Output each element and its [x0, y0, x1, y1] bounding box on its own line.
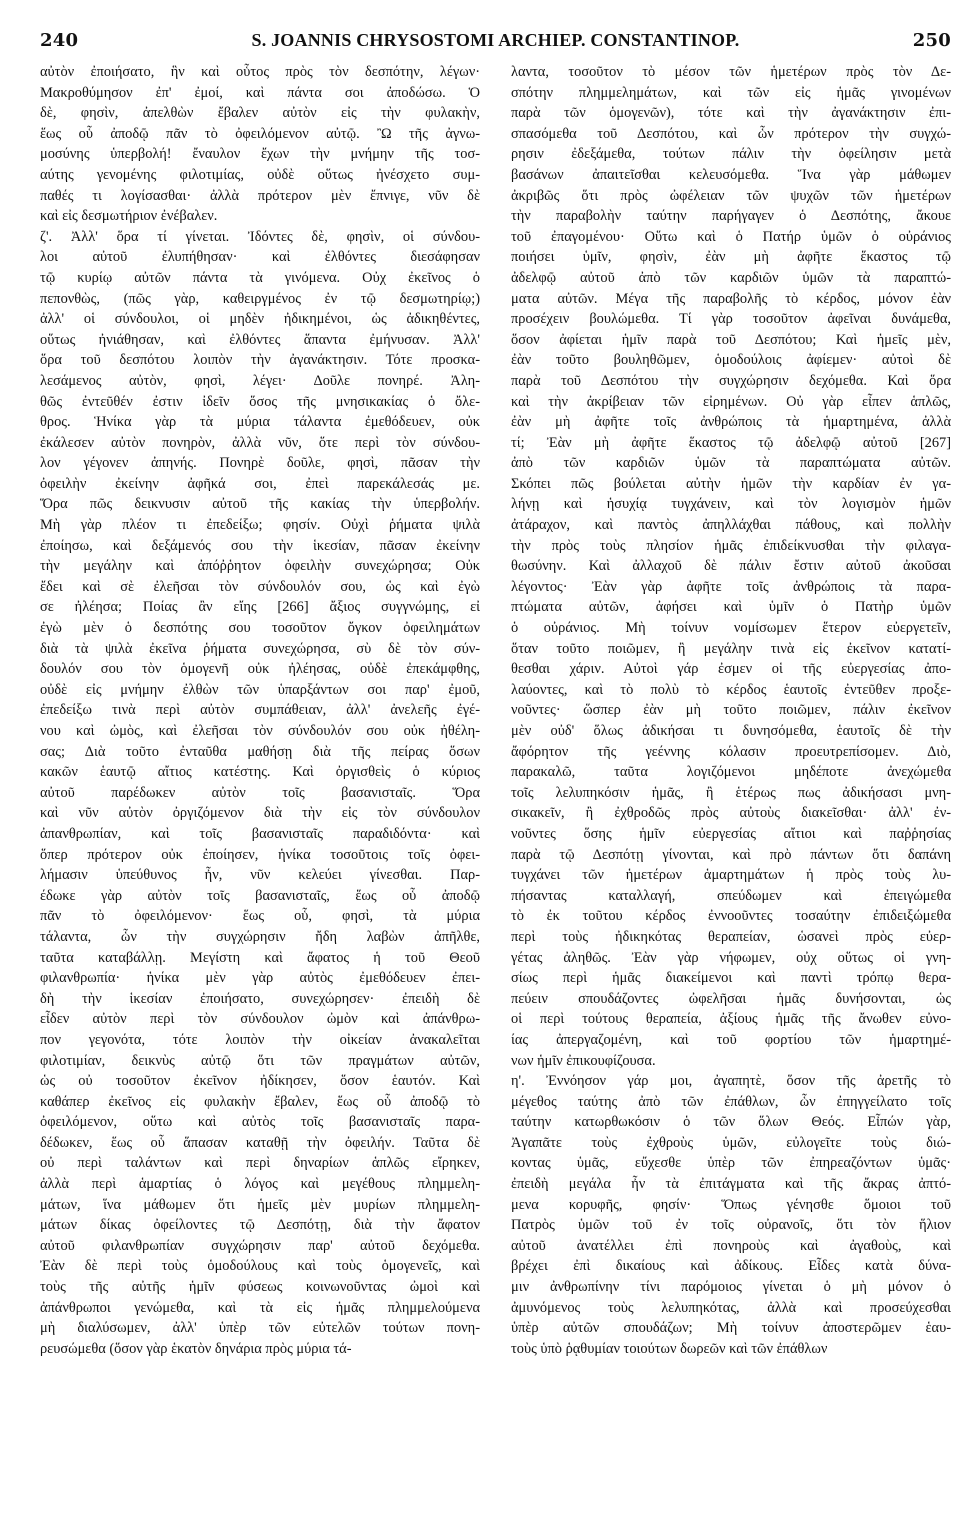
left-column	[40, 62, 480, 1359]
text-line: ὅταν τοῦτο ποιῶμεν, ἢ μεγάλην τινὰ εἰς ἐκεῖνον κατατί-	[511, 640, 951, 657]
text-line: σπότην πλημμελημάτων, καὶ τῶν εἰς ἡμᾶς γινομένων	[511, 84, 951, 101]
page-number-right: 250	[912, 30, 951, 51]
text-line: μὴ διαλύσωμεν, ἀλλ' ὑπὲρ τῶν εὐτελῶν τούτων πονη-	[40, 1320, 480, 1337]
text-line: ὅσον ἀφίεται ἡμῖν παρὰ τοῦ Δεσπότου; Καὶ ἡμεῖς μὲν,	[511, 331, 951, 348]
text-line: ἐὰν μὴ ἀφῆτε τοῖς ἀνθρώποις τὰ ἡμαρτημένα, ἀλλὰ	[511, 414, 951, 431]
text-line: τοὺς τῆς αὐτῆς ἡμῖν φύσεως κοινωνοῦντας ὠμοὶ καὶ	[40, 1279, 480, 1296]
text-line: σε ἠλέησα; Ποίας ἂν εἴης [266] ἄξιος συγγνώμης, εἰ	[40, 599, 480, 616]
text-line: ἐὰν τοῦτο βουληθῶμεν, ὁμοδούλοις ἀφίεμεν· αὐτοὶ δὲ	[511, 352, 951, 369]
text-line: παρακαλῶ, ταῦτα λογιζόμενοι μηδέποτε ἀνεχώμεθα	[511, 764, 951, 781]
text-line: βασάνων ἀπαιτεῖσθαι κελευσόμεθα. Ἵνα γὰρ μάθωμεν	[511, 166, 951, 183]
text-line: ρευσώμεθα (ὅσον γὰρ ἑκατὸν δηνάρια πρὸς μύρια τά-	[40, 1340, 352, 1357]
text-line: αὐτοῦ ἀνατέλλει ἐπὶ πονηροὺς καὶ ἀγαθοὺς, καὶ	[511, 1237, 951, 1254]
text-line: ἐπεδείξω τινὰ περὶ αὐτὸν συμπάθειαν, ἀλλ' ἀνελεῆς ἐγέ-	[40, 702, 480, 719]
text-line: οὕτως ἠνιάθησαν, καὶ ἐλθόντες ἅπαντα ἐμήνυσαν. Ἀλλ'	[40, 331, 480, 348]
text-line: κοντας ὑμᾶς, εὔχεσθε ὑπὲρ τῶν ἐπηρεαζόντων ὑμᾶς·	[511, 1155, 951, 1172]
text-line: νων ἡμῖν ἐπικουφίζουσα.	[511, 1052, 656, 1069]
text-line: τοῖς λελυπηκόσιν ἡμᾶς, ἢ ἑτέρως πως ἀδικήσασι μνη-	[511, 784, 951, 801]
text-line: ζ'. Ἀλλ' ὅρα τί γίνεται. Ἰδόντες δὲ, φησὶν, οἱ σύνδου-	[40, 228, 480, 245]
text-line: παρὰ τῷ Δεσπότῃ γίνονται, καὶ πρὸ πάντων ὅτι δαπάνη	[511, 846, 951, 863]
text-line: θρος. Ἡνίκα γὰρ τὰ μύρια τάλαντα ἐμεθόδευεν, οὐκ	[40, 414, 480, 431]
text-line: μάτων δίκας ὀφείλοντες τῷ Δεσπότῃ, διὰ τὴν ἄφατον	[40, 1217, 480, 1234]
text-line: αὐτοῦ παρέδωκεν αὐτὸν τοῖς βασανισταῖς. Ὅρα	[40, 784, 480, 801]
text-line: τῷ κυρίῳ αὐτῶν πάντα τὰ γινόμενα. Οὐχ ἐκεῖνος ὁ	[40, 269, 480, 286]
text-line: Ἐὰν δὲ περὶ τοὺς ὁμοδούλους καὶ τοὺς ὁμογενεῖς, καὶ	[40, 1258, 480, 1275]
text-line: ματα αὐτῶν. Μέγα τῆς παραβολῆς τὸ κέρδος, μόνον ἐὰν	[511, 290, 951, 307]
text-line: ἄφόρητον τῆς γεέννης κόλασιν προευτρεπίσομεν. Διὸ,	[511, 743, 951, 760]
text-line: οὐ περὶ ταλάντων καὶ περὶ δηναρίων ἁπλῶς εἴρηκεν,	[40, 1155, 480, 1172]
text-line: καὶ νῦν αὐτὸν ὀργιζόμενον διὰ τὴν εἰς τὸν σύνδουλον	[40, 805, 480, 822]
text-line: ταύτην κατωρθωκόσιν ὁ τῶν ὅλων Θεός. Εἶπών γὰρ,	[511, 1114, 951, 1131]
text-line: πεπονθὼς, (πῶς γὰρ, καθειργμένος ἐν τῷ δεσμωτηρίῳ;)	[40, 290, 480, 307]
text-line: ἀλλ' οἱ σύνδουλοι, οἱ μηδὲν ἠδικημένοι, ὡς ἀδικηθέντες,	[40, 311, 480, 328]
text-line: ἀκριβῶς ὅτι πρὸς ὠφέλειαν τῶν ψυχῶν τῶν ἡμετέρων	[511, 187, 951, 204]
text-line: νοῦντες ὅσης ἡμῖν εὐεργεσίας αἴτιοι καὶ παῤῥησίας	[511, 825, 951, 842]
text-line: Μὴ γὰρ πλέον τι ἐπεδείξω; φησίν. Οὐχὶ ῥήματα ψιλὰ	[40, 517, 480, 534]
text-line: σας; Διὰ τοῦτο ἐνταῦθα μαθήσῃ διὰ τῆς πείρας ὅσων	[40, 743, 480, 760]
text-line: πτώματα αὐτῶν, ἀφήσει καὶ ὑμῖν ὁ Πατὴρ ὑμῶν	[511, 599, 951, 616]
text-line: τοὺς ὑπὸ ῥᾳθυμίαν τοιούτων δωρεῶν καὶ τῶν ἐπάθλων	[511, 1340, 828, 1357]
running-title: S. JOANNIS CHRYSOSTOMI ARCHIEP. CONSTANTINOP.	[251, 30, 740, 50]
text-line: Ὅρα πῶς δεικνυσιν αὐτοῦ τῆς κακίας τὴν ὑπερβολήν.	[40, 496, 480, 513]
text-line: οὐδὲ εἰς μνήμην ἐλθὼν τῶν ὑπαρξάντων σοι παρ' ἐμοῦ,	[40, 681, 480, 698]
text-line: τὴν πρὸς τοὺς πλησίον ἡμᾶς ἐπιδείκνυσθαι τὴν φιλαγα-	[511, 537, 951, 554]
text-line: λήμασιν ὑπεύθυνος ἦν, νῦν κελεύει γίνεσθαι. Παρ-	[40, 867, 480, 884]
text-line: καὶ εἰς δεσμωτήριον ἐνέβαλεν.	[40, 208, 218, 225]
text-line: πήσαντας καταλλαγή, σπεύδωμεν καὶ ἐπειγώμεθα	[511, 887, 951, 904]
running-header	[40, 30, 951, 56]
text-line: μενα κορυφῆς, φησίν· Ὅπως γένησθε ὅμοιοι τοῦ	[511, 1196, 951, 1213]
text-line: αὐτὸν ἐποιήσατο, ἣν καὶ οὗτος πρὸς τὸν δεσπότην, λέγων·	[40, 64, 480, 80]
text-line: δὴ τὴν ἱκεσίαν ἐποιήσατο, συνεχώρησεν· ἐπειδὴ δὲ	[40, 990, 480, 1007]
text-line: αὐτοῦ φιλανθρωπίαν συγχώρησιν παρ' αὐτοῦ δεχόμεθα.	[40, 1237, 480, 1254]
text-line: παρὰ τῶν ὁμογενῶν), τότε καὶ τὴν ἀγανάκτησιν ἐπι-	[511, 105, 951, 122]
text-line: κακῶν ἑαυτῷ αἴτιος κατέστης. Καὶ ὀργισθεὶς ὁ κύριος	[40, 764, 480, 781]
text-line: ἀπανθρωπίαν, καὶ τοῖς βασανισταῖς παραδιδόντα· καὶ	[40, 825, 480, 842]
text-line: λοι αὐτοῦ ἐλυπήθησαν· καὶ ἐλθόντες διεσάφησαν	[40, 249, 480, 266]
text-line: ὅπερ πρότερον οὐκ ἐποίησεν, ἡνίκα τοσοῦτοις τοῖς ὀφει-	[40, 846, 480, 863]
text-line: θεσθαι χάριν. Αὐτοὶ γάρ ἐσμεν οἱ τῆς εὐεργεσίας ἀπο-	[511, 661, 951, 678]
text-line: ἀλλὰ περὶ ἁμαρτίας ὁ λόγος καὶ μεγέθους πλημμελη-	[40, 1176, 480, 1193]
text-line: καὶ τὴν ἀκρίβειαν τῶν εἰρημένων. Οὐ γὰρ εἶπεν ἁπλῶς,	[511, 393, 951, 410]
text-line: νοῦντες· ὥσπερ ἐὰν μὴ τοῦτο ποιῶμεν, πάλιν ἐκεῖνον	[511, 702, 951, 719]
text-line: γέτας ἀληθῶς. Ἐὰν γὰρ νήφωμεν, οὐχ οὕτως οἱ γνη-	[511, 949, 951, 966]
text-line: προσέχειν βουλώμεθα. Τί γὰρ τοσοῦτον ἀφεῖναι δυνάμεθα,	[511, 311, 951, 328]
text-line: ἔδει καὶ σὲ ἐλεῆσαι τὸν σύνδουλόν σου, ὡς καὶ ἐγὼ	[40, 578, 480, 595]
text-line: φιλανθρωπία· ἡνίκα μὲν γὰρ αὐτὸς ἐμεθόδευεν ἐπει-	[40, 970, 480, 987]
page-number-left: 240	[40, 30, 79, 51]
text-line: μιν ἀνθρωπίνην τίνι παρόμοιος γίνεται ὁ μὴ μόνον ὁ	[511, 1279, 951, 1296]
text-line: ἀμυνόμενος τοὺς λελυπηκότας, ἀλλὰ καὶ προσεύχεσθαι	[511, 1299, 951, 1316]
text-line: Ἀγαπᾶτε τοὺς ἐχθροὺς ὑμῶν, εὐλογεῖτε τοὺς διώ-	[511, 1134, 951, 1151]
text-line: σικακεῖν, ἢ ἐχθροδῶς πρὸς αὐτοὺς διακεῖσθαι· ἀλλ' ἐν-	[511, 805, 951, 822]
text-line: ρησιν ἐδεξάμεθα, τούτων πάλιν τὴν ὀφείλησιν μετὰ	[511, 146, 951, 163]
text-line: δὲ, φησὶν, ἀπελθὼν ἔβαλεν αὐτὸν εἰς τὴν φυλακὴν,	[40, 105, 480, 122]
text-line: ἀπὸ τῶν καρδιῶν ὑμῶν τὰ παραπτώματα αὐτῶν.	[511, 455, 951, 472]
text-line: βρέχει ἐπὶ δικαίους καὶ ἀδίκους. Εἶδες κατὰ δύνα-	[511, 1258, 951, 1275]
text-line: σπασόμεθα τοῦ Δεσπότου, καὶ ὧν πρότερον τὴν συγχώ-	[511, 125, 951, 142]
text-line: θῶς ἐντεῦθέν ἐστιν ἰδεῖν ὅσος τῆς μνησικακίας ὁ ὄλε-	[40, 393, 480, 410]
text-line: παθές τι λογίσασθαι· ἀλλὰ πρότερον μὲν ἔπνιγε, νῦν δὲ	[40, 187, 480, 204]
text-line: πον γεγονότα, τότε λοιπὸν τὴν οἰκείαν ἀνακαλεῖται	[40, 1031, 480, 1048]
text-line: περὶ τοὺς ἠδικηκότας θεραπείαν, ὡσανεὶ πρὸς εὐερ-	[511, 928, 951, 945]
text-line: σίως περὶ ἡμᾶς διακείμενοι καὶ παντὶ τρόπῳ θερα-	[511, 970, 951, 987]
text-line: ὀφειλόμενον, οὕτω καὶ αὐτὸς τοῖς βασανισταῖς παρα-	[40, 1114, 480, 1131]
text-line: ὡς οὐ τοσοῦτον ἐκεῖνον ἠδίκησεν, ὅσον ἑαυτόν. Καὶ	[40, 1073, 480, 1090]
text-line: αύτης γενομένης φιλοτιμίας, οὐδὲ οὕτως ἠνέσχετο συμ-	[40, 166, 480, 183]
text-line: τὴν παραβολὴν ταύτην παρήγαγεν ὁ Δεσπότης, ἄκουε	[511, 208, 951, 225]
text-line: λον γέγονεν ἀπηνής. Πονηρὲ δοῦλε, φησὶ, πᾶσαν τὴν	[40, 455, 480, 472]
text-line: πᾶν τὸ ὀφειλόμενον· ἕως οὗ, φησὶ, τὰ μύρια	[40, 908, 480, 925]
text-line: οἱ περὶ τούτους θεραπεία, ἀξίους ἡμᾶς τῆς ἄνωθεν εὐνο-	[511, 1011, 951, 1028]
text-line: Πατρὸς ὑμῶν τοῦ ἐν τοῖς οὐρανοῖς, ὅτι τὸν ἥλιον	[511, 1217, 951, 1234]
text-line: μὲν οὐδ' ὅλως ἀδικήσαι τι δυνησόμεθα, ἑαυτοῖς δὲ τὴν	[511, 723, 951, 739]
text-line: ὑπὲρ αὐτῶν σπουδάζων; Μὴ τοίνυν ἀποστερῶμεν ἑαυ-	[511, 1320, 951, 1337]
text-line: τὴν μεγάλην καὶ ἀπόῤῥητον ὀφειλὴν συνεχώρησα; Οὐκ	[40, 558, 480, 575]
text-line: τοῦ ἐπαγομένου· Οὕτω καὶ ὁ Πατήρ ὑμῶν ὁ οὐράνιος	[511, 228, 951, 245]
text-line: τυγχάνει τῶν ἡμετέρων ἁμαρτημάτων ἡ πρὸς τοὺς λυ-	[511, 867, 951, 884]
text-line: ἀτάραχον, καὶ παντὸς ἀπηλλάχθαι πάθους, καὶ πολλὴν	[511, 517, 951, 534]
text-line: μοσύνης ὑπερβολή! ἔναυλον ἔχων τὴν μνήμην τῆς τοσ-	[40, 146, 480, 163]
text-line: φιλοτιμίαν, δεικνὺς αὐτῷ ὅτι τῶν πραγμάτων αὐτῶν,	[40, 1052, 480, 1069]
text-line: πεύειν σπουδάζοντες ὠφελῆσαι ἡμᾶς δυνήσονται, ὡς	[511, 990, 951, 1007]
text-line: νου καὶ ὠμὸς, καὶ ἐλεῆσαι τὸν σύνδουλόν σου οὐκ ἠθέλη-	[40, 723, 480, 739]
text-line: η'. Ἐννόησον γάρ μοι, ἀγαπητὲ, ὅσον τῆς ἀρετῆς τὸ	[511, 1073, 951, 1090]
text-line: τάλαντα, ὧν τὴν συγχώρησιν ἤδη λαβὼν ἀπῆλθε,	[40, 928, 480, 945]
text-line: λέγοντος· Ἐὰν γὰρ ἀφῆτε τοῖς ἀνθρώποις τὰ παρα-	[511, 578, 951, 595]
text-line: ὀφειλὴν ἐκείνην ἀφῆκά σοι, ἐπεὶ παρεκάλεσάς με.	[40, 475, 480, 492]
text-line: ἐπειδὴ μεγάλα ἦν τὰ ἐπιτάγματα καὶ τῆς ἄκρας ἀπτό-	[511, 1176, 951, 1193]
text-line: δουλόν σου τὸν ὁμογενῆ οὐκ ἠλέησας, οὐδὲ ἐπεκάμφθης,	[40, 661, 480, 678]
text-line: ίας ἀπεργαζομένη, καὶ τοῦ φορτίου τῶν ἡμαρτημέ-	[511, 1031, 951, 1048]
text-line: τί; Ἐὰν μὴ ἀφῆτε ἕκαστος τῷ ἀδελφῷ αὐτοῦ [267]	[511, 434, 951, 451]
text-line: ποιήσει ὑμῖν, φησὶν, ἐὰν μὴ ἀφῆτε ἕκαστος τῷ	[511, 249, 951, 266]
text-line: παρὰ τοῦ Δεσπότου τὴν συγχώρησιν δεχόμεθα. Καὶ ὅρα	[511, 372, 951, 389]
text-line: λήνῃ καὶ ἡσυχίᾳ τυγχάνειν, καὶ τὸν λογισμὸν ἡμῶν	[511, 496, 951, 513]
text-line: ταῦτα καταβάλλῃ. Μεγίστη καὶ ἄφατος ἡ τοῦ Θεοῦ	[40, 949, 480, 966]
text-line: δέδωκεν, ἕως οὗ ἅπασαν καταθῇ τὴν ὀφειλήν. Ταῦτα δὲ	[40, 1134, 480, 1151]
text-line: Μακροθύμησον ἐπ' ἐμοί, καὶ πάντα σοι ἀποδώσω. Ὁ	[40, 84, 480, 101]
text-line: θωσύνην. Καὶ ἀλλαχοῦ δὲ πάλιν ἔστιν αὐτοῦ ἀκοῦσαι	[511, 558, 951, 575]
text-line: ἐκάλεσεν αὐτὸν πονηρὸν, ἀλλὰ νῦν, ὅτε περὶ τὸν σύνδου-	[40, 434, 480, 451]
text-line: ἀπάνθρωποι γενώμεθα, καὶ τὰ εἰς ἡμᾶς πλημμελούμενα	[40, 1299, 480, 1316]
text-line: Σκόπει πῶς βούλεται αὐτὴν ἡμῶν τὴν καρδίαν ἐν γα-	[511, 475, 951, 492]
text-line: ἐποίησω, καὶ δεξάμενός σου τὴν ἱκεσίαν, πᾶσαν ἐκείνην	[40, 537, 480, 554]
text-line: λαντα, τοσοῦτον τὸ μέσον τῶν ἡμετέρων πρὸς τὸν Δε-	[511, 64, 951, 80]
text-line: διὰ τὰ ψιλὰ ἐκεῖνα ῥήματα συνεχώρησα, σὺ δὲ τὸν σύν-	[40, 640, 480, 657]
text-line: μέγεθος ταύτης ἀπὸ τῶν ἐπάθλων, ὧν ἐπηγγείλατο τοῖς	[511, 1093, 951, 1110]
text-line: λαύοντες, καὶ τὸ πολὺ τὸ κέρδος ἑαυτοῖς ἐντεῦθεν προξε-	[511, 681, 951, 698]
text-line: έδωκε γὰρ αὐτὸν τοῖς βασανισταῖς, ἕως οὗ ἀποδῷ	[40, 887, 480, 904]
text-columns	[40, 62, 951, 1359]
text-line: λεσάμενος αὐτὸν, φησὶ, λέγει· Δοῦλε πονηρέ. Ἀλη-	[40, 372, 480, 389]
text-line: εἶδεν αὐτὸν περὶ τὸν σύνδουλον ὠμὸν καὶ ἀπάνθρω-	[40, 1011, 480, 1028]
text-line: ἕως οὗ ἀποδῷ πᾶν τὸ ὀφειλόμενον αὐτῷ. Ὢ τῆς ἀγνω-	[40, 125, 480, 142]
text-line: μάτων, ἵνα μάθωμεν ὅτι ἡμεῖς μὲν μυρίων πλημμελη-	[40, 1196, 480, 1213]
right-column	[511, 62, 951, 1359]
text-line: καθάπερ ἐκεῖνος εἰς φυλακὴν ἔβαλεν, ἕως οὗ ἀποδῷ τὸ	[40, 1093, 480, 1110]
text-line: τὸ ἐκ τοῦτου κέρδος ἐννοοῦντες τοσαύτην ἐπιδειξώμεθα	[511, 908, 951, 925]
text-line: ἀδελφῷ αὐτοῦ ἀπὸ τῶν καρδιῶν ὑμῶν τὰ παραπτώ-	[511, 269, 951, 286]
text-line: ὁ οὐράνιος. Μὴ τοίνυν νομίσωμεν ἕτερον εὐεργετεῖν,	[511, 620, 951, 637]
text-line: ἐγὼ μὲν ὁ δεσπότης σου τοσοῦτον ὄγκον ὀφειλημάτων	[40, 620, 480, 637]
text-line: ὅρα τοῦ δεσπότου λοιπὸν τὴν ἀγανάκτησιν. Τότε προσκα-	[40, 352, 480, 369]
